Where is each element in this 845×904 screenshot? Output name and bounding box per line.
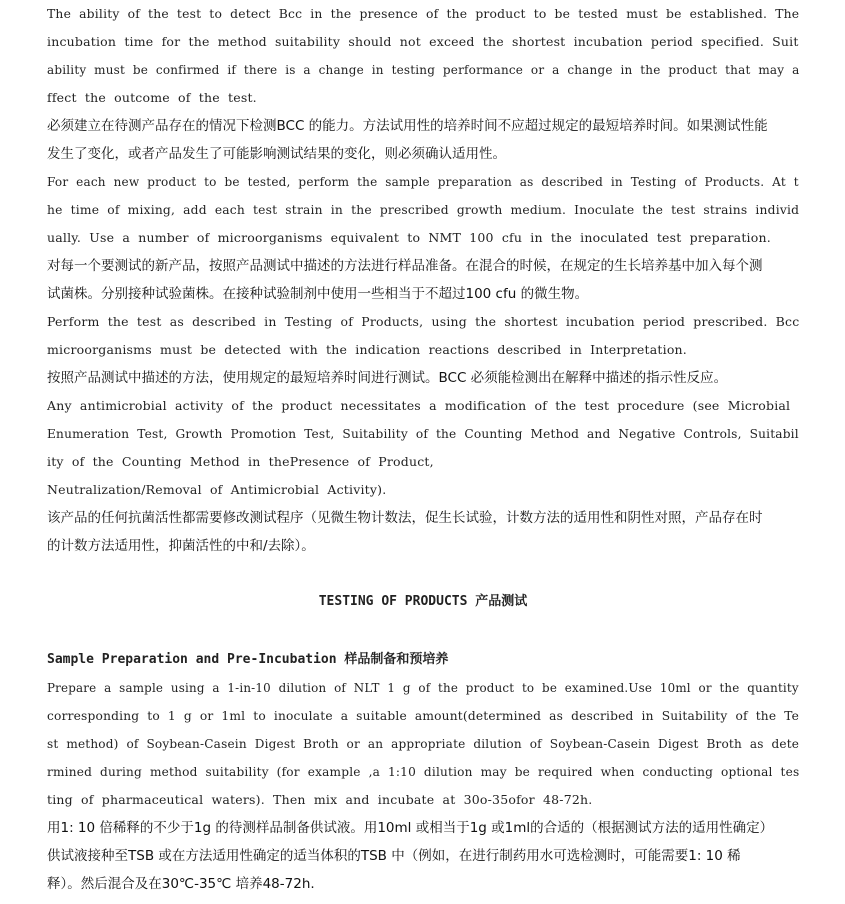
- paragraph-line-zh: 该产品的任何抗菌活性都需要修改测试程序（见微生物计数法，促生长试验，计数方法的适用性和阴性对照，产品存在时: [47, 510, 763, 526]
- paragraph-line: The ability of the test to detect Bcc in the presence of the product to be tested must be established. The: [47, 6, 800, 21]
- paragraph-line: ability must be confirmed if there is a change in testing performance or a change in the product that may a: [47, 62, 800, 77]
- paragraph-line: Enumeration Test, Growth Promotion Test, Suitability of the Counting Method and Negative Controls, Suitabil: [47, 426, 799, 441]
- paragraph-line: Perform the test as described in Testing of Products, using the shortest incubation period prescribed. Bcc: [47, 314, 800, 329]
- paragraph-line-zh: 释）。然后混合及在30℃-35℃ 培养48-72h.: [47, 876, 315, 892]
- paragraph-line: he time of mixing, add each test strain in the prescribed growth medium. Inoculate the test strains individ: [47, 202, 800, 217]
- paragraph-line-zh: 的计数方法适用性，抑菌活性的中和/去除）。: [47, 538, 315, 554]
- paragraph-line: For each new product to be tested, perform the sample preparation as described in Testing of Products. At t: [47, 174, 799, 189]
- paragraph-line-zh: 对每一个要测试的新产品，按照产品测试中描述的方法进行样品准备。在混合的时候，在规定的生长培养基中加入每个测: [47, 258, 763, 274]
- paragraph-line-zh: 供试液接种至TSB 或在方法适用性确定的适当体积的TSB 中（例如，在进行制药用水可选检测时，可能需要1: 10 稀: [47, 848, 741, 864]
- paragraph-line: corresponding to 1 g or 1ml to inoculate a suitable amount(determined as described in Suitability of the Te: [47, 708, 800, 723]
- paragraph-line: ity of the Counting Method in thePresence of Product,: [47, 454, 434, 469]
- paragraph-line: st method) of Soybean-Casein Digest Broth or an appropriate dilution of Soybean-Casein Digest Broth as dete: [47, 736, 800, 751]
- paragraph-line: Neutralization/Removal of Antimicrobial Activity).: [47, 482, 387, 497]
- paragraph-line: microorganisms must be detected with the indication reactions described in Interpretation.: [47, 342, 687, 357]
- paragraph-line: Prepare a sample using a 1-in-10 dilution of NLT 1 g of the product to be examined.Use 10ml or the quantity: [47, 680, 799, 695]
- paragraph-line-zh: 用1: 10 倍稀释的不少于1g 的待测样品制备供试液。用10ml 或相当于1g 或1ml的合适的（根据测试方法的适用性确定）: [47, 820, 774, 836]
- paragraph-line: ually. Use a number of microorganisms equivalent to NMT 100 cfu in the inoculated test preparation.: [47, 230, 771, 245]
- section-title: TESTING OF PRODUCTS 产品测试: [318, 594, 528, 609]
- paragraph-line: ffect the outcome of the test.: [47, 90, 257, 105]
- subsection-title: Sample Preparation and Pre-Incubation 样品制备和预培养: [47, 652, 449, 667]
- paragraph-line-zh: 必须建立在待测产品存在的情况下检测BCC 的能力。方法试用性的培养时间不应超过规定的最短培养时间。如果测试性能: [47, 118, 768, 134]
- paragraph-line: rmined during method suitability (for example ,a 1:10 dilution may be required when conducting optional tes: [47, 764, 800, 779]
- paragraph-line-zh: 试菌株。分别接种试验菌株。在接种试验制剂中使用一些相当于不超过100 cfu 的微生物。: [47, 286, 589, 302]
- paragraph-line: incubation time for the method suitability should not exceed the shortest incubation period specified. Suit: [47, 34, 799, 49]
- paragraph-line: Any antimicrobial activity of the product necessitates a modification of the test procedure (see Microbial: [47, 398, 791, 413]
- paragraph-line-zh: 按照产品测试中描述的方法，使用规定的最短培养时间进行测试。BCC 必须能检测出在解释中描述的指示性反应。: [47, 370, 728, 386]
- paragraph-line-zh: 发生了变化，或者产品发生了可能影响测试结果的变化，则必须确认适用性。: [47, 146, 506, 162]
- paragraph-line: ting of pharmaceutical waters). Then mix and incubate at 30o-35ofor 48-72h.: [47, 792, 593, 807]
